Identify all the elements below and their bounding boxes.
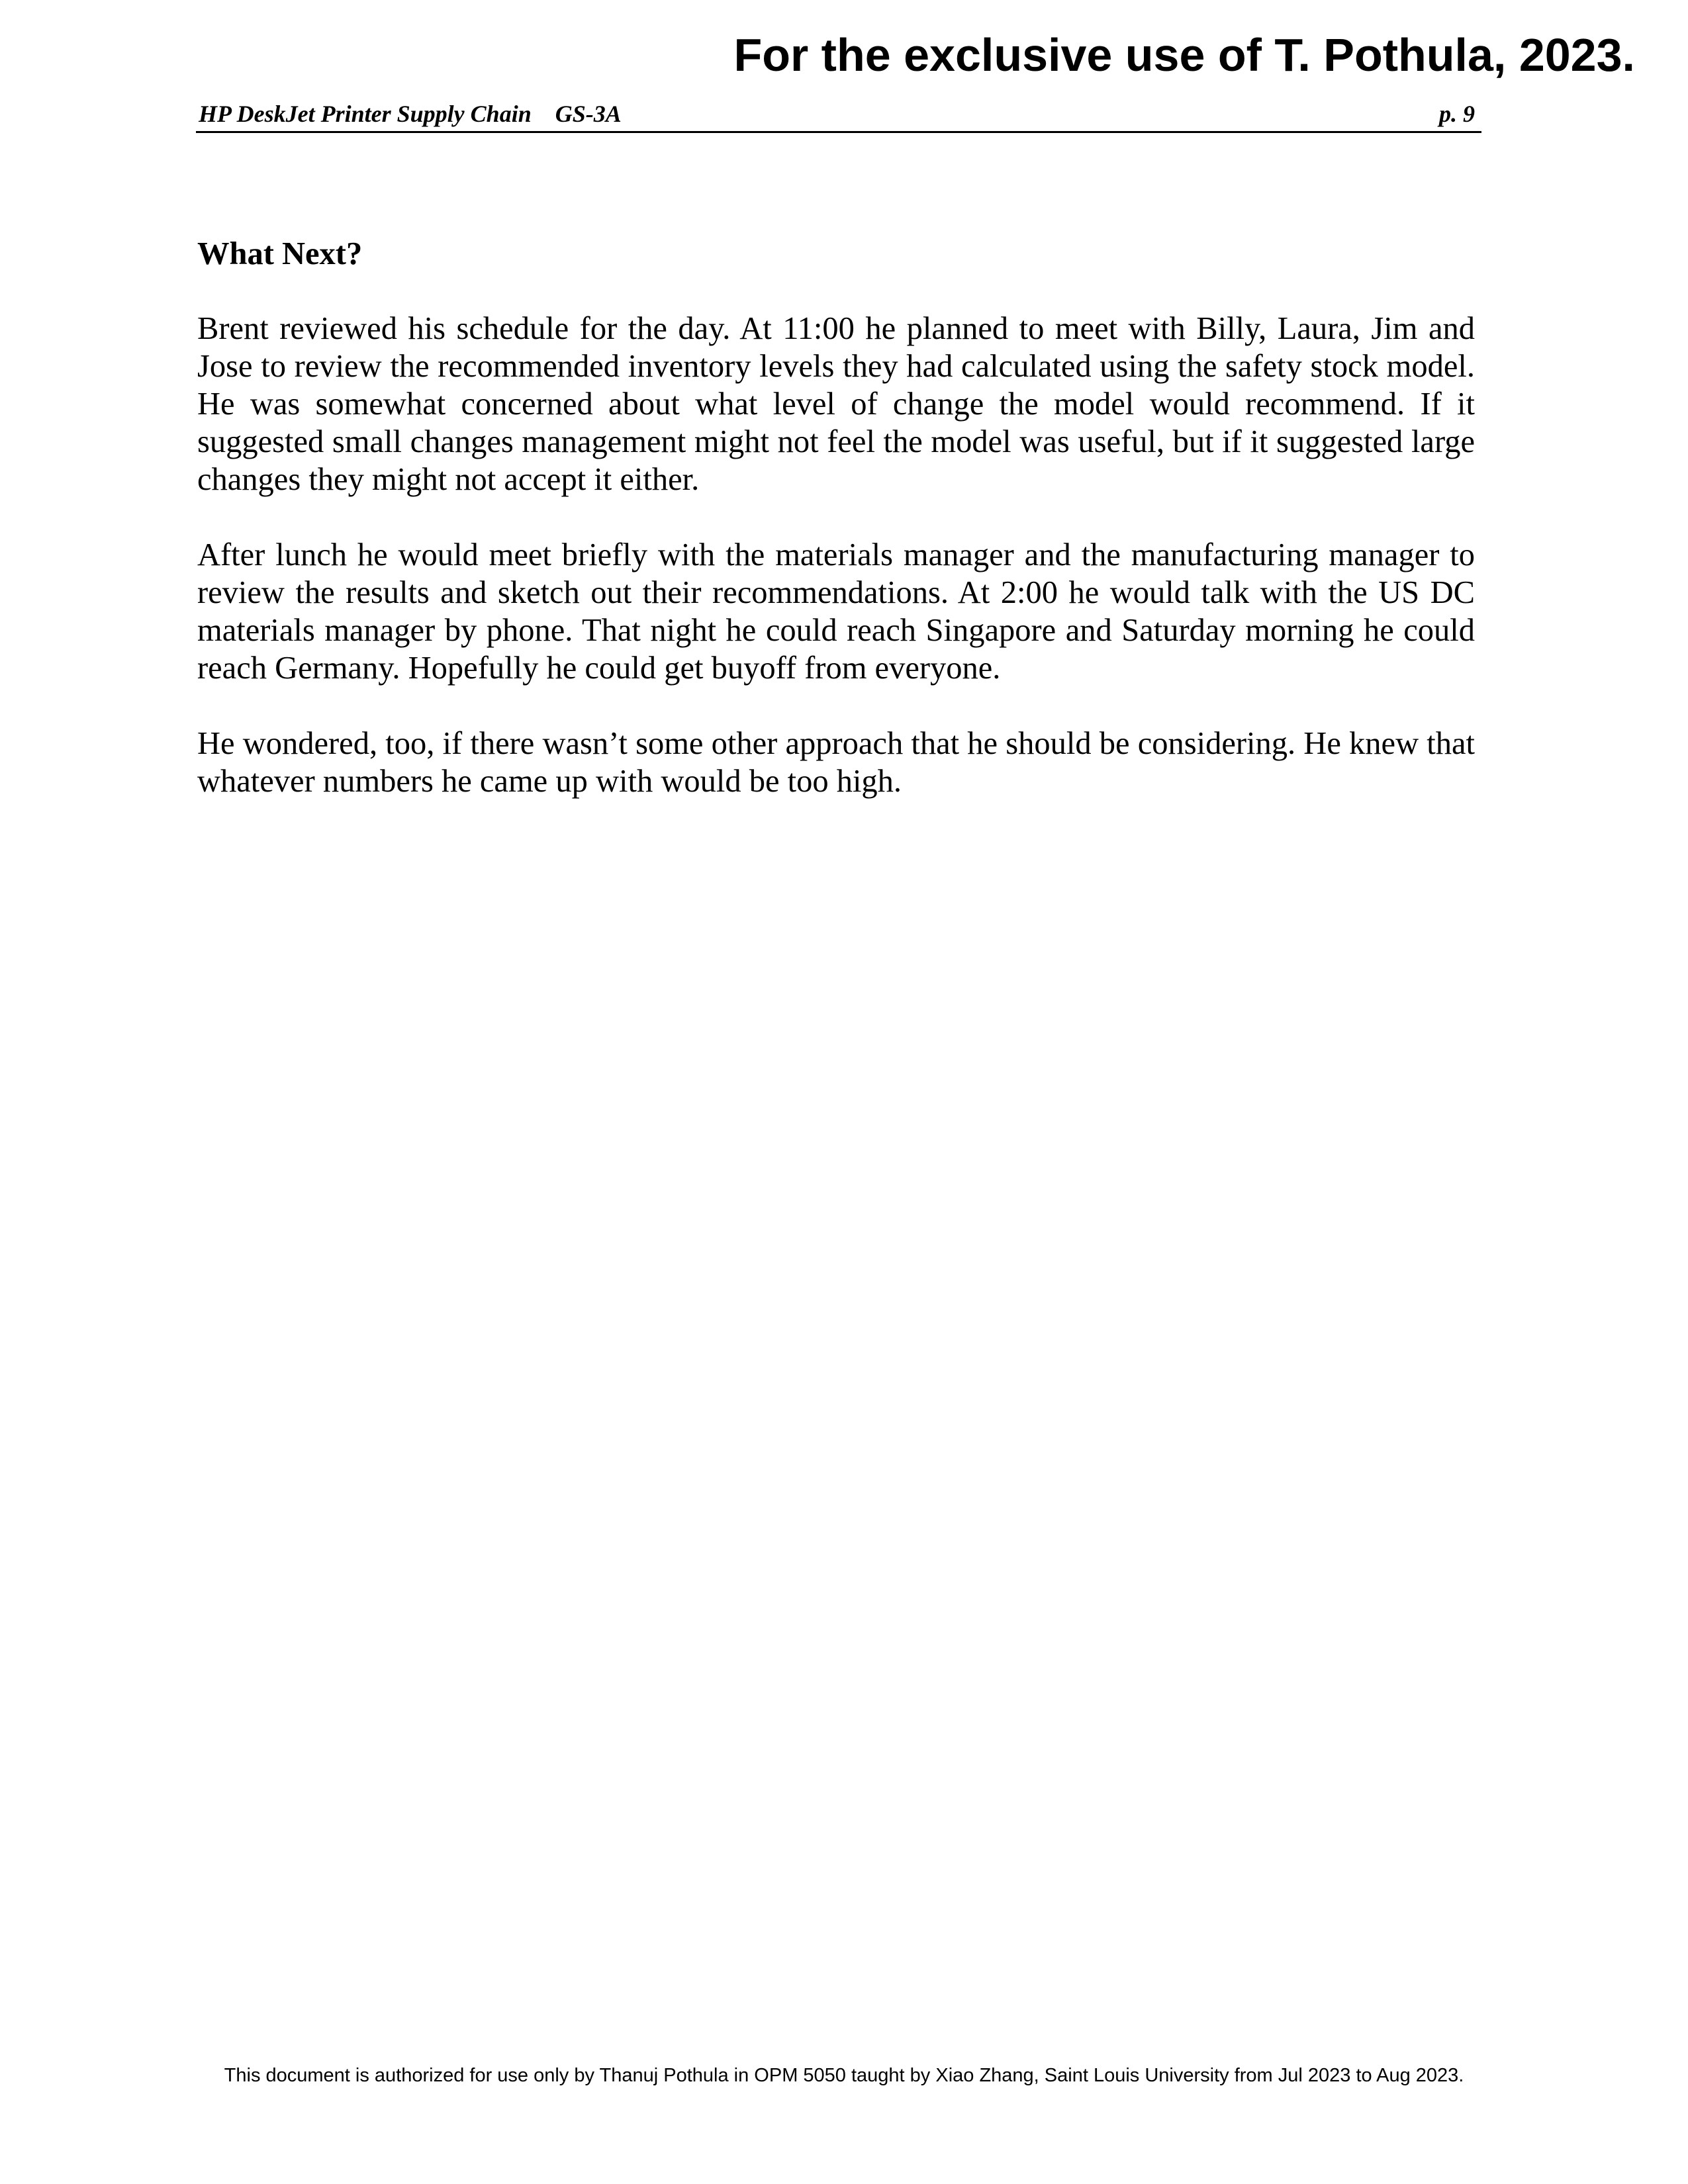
page-number: p. 9 (1439, 101, 1475, 127)
body-paragraph: Brent reviewed his schedule for the day. At 11:00 he planned to meet with Billy, Laura, Jim and Jose to review the recommended inventory levels they had calculated using the safety stock model. He was somewhat concerned about what level of change the model would recommend. If it suggested small changes management might not feel the model was useful, but if it suggested large changes they might not accept it either. (197, 311, 1475, 497)
running-header (196, 97, 1481, 133)
document-body (197, 234, 1475, 838)
document-title: HP DeskJet Printer Supply Chain (199, 101, 532, 127)
body-paragraph: After lunch he would meet briefly with the materials manager and the manufacturing manager to review the results and sketch out their recommendations. At 2:00 he would talk with the US DC materials manager by phone. That night he could reach Singapore and Saturday morning he could reach Germany. Hopefully he could get buyoff from everyone. (197, 537, 1475, 686)
authorization-footer: This document is authorized for use only by Thanuj Pothula in OPM 5050 taught by Xiao Zhang, Saint Louis University from Jul 2023 to Aug 2023. (224, 2065, 1464, 2086)
body-paragraph: He wondered, too, if there wasn’t some other approach that he should be considering. He knew that whatever numbers he came up with would be too high. (197, 726, 1475, 799)
exclusive-use-watermark: For the exclusive use of T. Pothula, 2023. (733, 29, 1635, 81)
header-title-group (199, 99, 622, 128)
case-code: GS-3A (555, 101, 622, 127)
section-heading: What Next? (197, 236, 363, 271)
